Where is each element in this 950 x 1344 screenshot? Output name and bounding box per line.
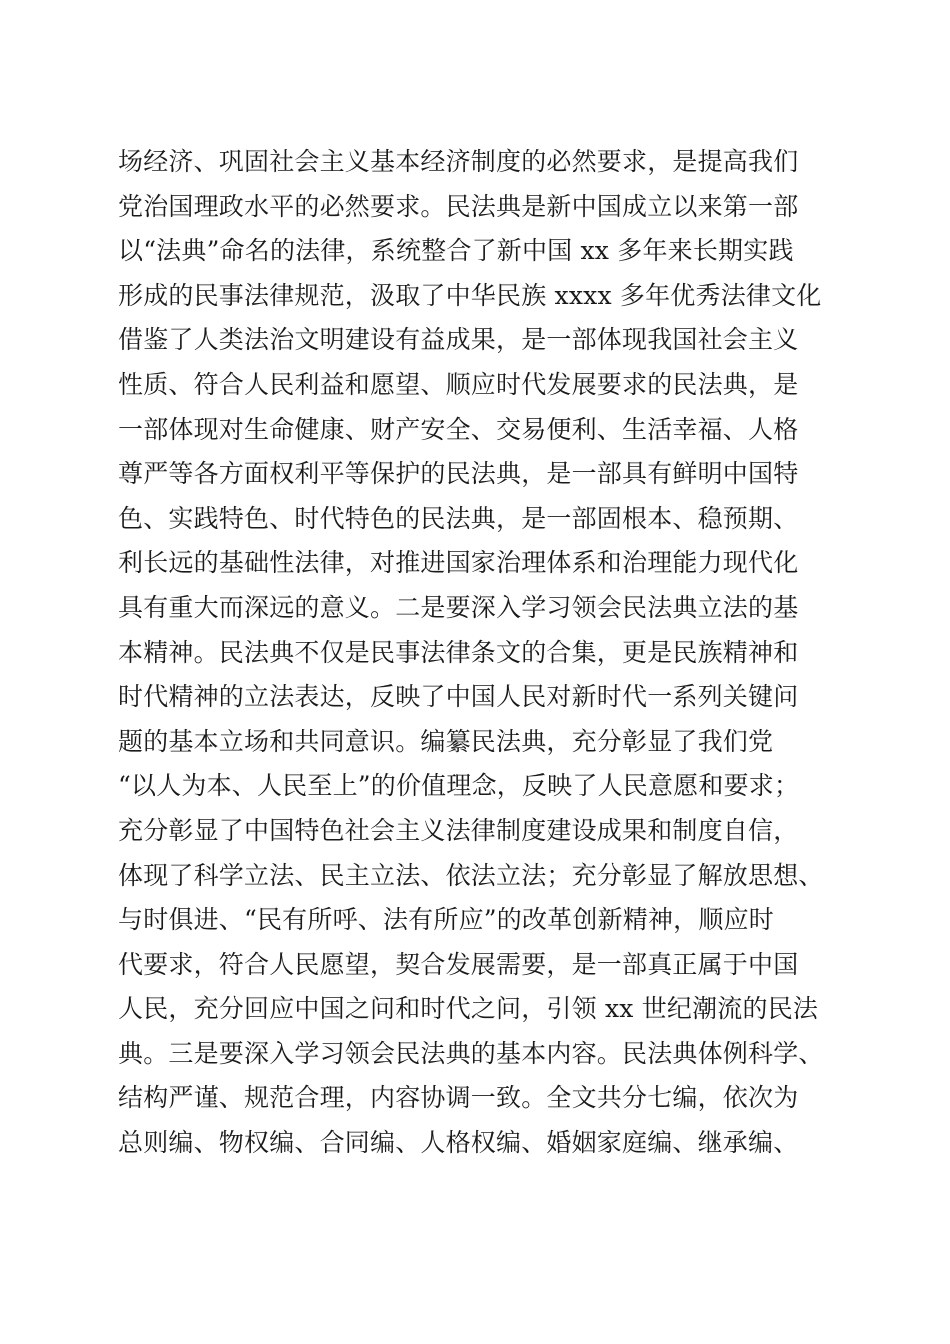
text-line: 结构严谨、规范合理，内容协调一致。全文共分七编，依次为: [118, 1083, 799, 1113]
text-line: 代要求，符合人民愿望，契合发展需要，是一部真正属于中国: [118, 949, 799, 979]
text-line: 具有重大而深远的意义。二是要深入学习领会民法典立法的基: [118, 592, 799, 622]
text-line: 时代精神的立法表达，反映了中国人民对新时代一系列关键问: [118, 682, 799, 712]
text-line: 形成的民事法律规范，汲取了中华民族 xxxx 多年优秀法律文化: [118, 280, 822, 310]
text-line: 人民，充分回应中国之问和时代之问，引领 xx 世纪潮流的民法: [118, 994, 819, 1024]
text-line: 充分彰显了中国特色社会主义法律制度建设成果和制度自信，: [118, 815, 799, 845]
text-line: 体现了科学立法、民主立法、依法立法；充分彰显了解放思想、: [118, 860, 824, 890]
text-line: 性质、符合人民利益和愿望、顺应时代发展要求的民法典，是: [118, 369, 799, 399]
text-line: 党治国理政水平的必然要求。民法典是新中国成立以来第一部: [118, 191, 799, 221]
text-line: 以“法典”命名的法律，系统整合了新中国 xx 多年来长期实践: [118, 236, 794, 266]
body-paragraph: [118, 140, 838, 1166]
text-line: 场经济、巩固社会主义基本经济制度的必然要求，是提高我们: [118, 147, 799, 176]
text-line: 总则编、物权编、合同编、人格权编、婚姻家庭编、继承编、: [118, 1128, 799, 1158]
text-line: 与时俱进、“民有所呼、法有所应”的改革创新精神，顺应时: [118, 905, 774, 935]
text-line: 典。三是要深入学习领会民法典的基本内容。民法典体例科学、: [118, 1038, 824, 1068]
text-line: 色、实践特色、时代特色的民法典，是一部固根本、稳预期、: [118, 503, 799, 533]
text-line: 本精神。民法典不仅是民事法律条文的合集，更是民族精神和: [118, 637, 799, 667]
text-line: “以人为本、人民至上”的价值理念，反映了人民意愿和要求；: [118, 771, 800, 801]
text-line: 借鉴了人类法治文明建设有益成果，是一部体现我国社会主义: [118, 325, 799, 355]
text-line: 利长远的基础性法律，对推进国家治理体系和治理能力现代化: [118, 548, 799, 578]
text-line: 题的基本立场和共同意识。编纂民法典，充分彰显了我们党: [118, 726, 774, 756]
text-line: 一部体现对生命健康、财产安全、交易便利、生活幸福、人格: [118, 414, 799, 444]
text-line: 尊严等各方面权利平等保护的民法典，是一部具有鲜明中国特: [118, 459, 799, 489]
